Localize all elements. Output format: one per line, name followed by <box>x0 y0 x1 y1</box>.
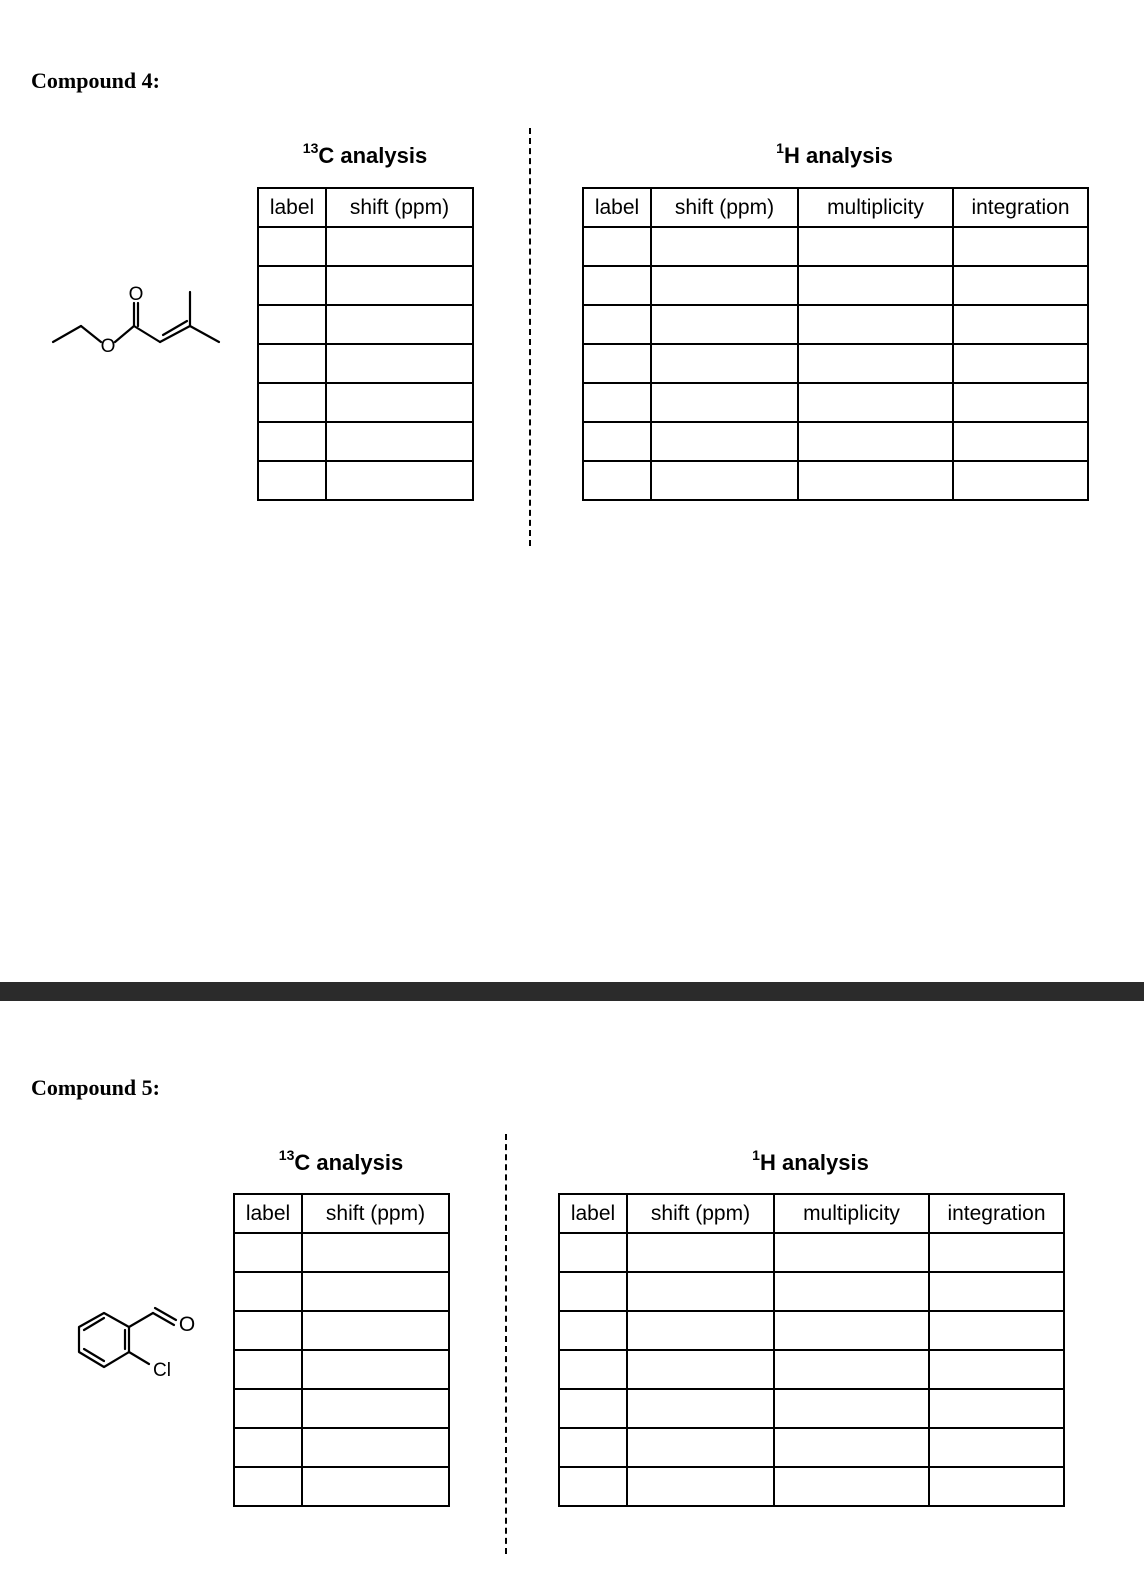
table-row <box>583 266 1088 305</box>
shift-cell[interactable] <box>627 1350 774 1389</box>
table-row <box>234 1428 449 1467</box>
table-row <box>234 1311 449 1350</box>
shift-cell[interactable] <box>627 1467 774 1506</box>
table-row <box>234 1233 449 1272</box>
multiplicity-cell[interactable] <box>798 227 953 266</box>
multiplicity-cell[interactable] <box>774 1428 929 1467</box>
section-divider <box>0 982 1144 1001</box>
table-header-row <box>234 1194 449 1233</box>
multiplicity-cell[interactable] <box>774 1233 929 1272</box>
shift-cell[interactable] <box>627 1233 774 1272</box>
label-cell[interactable] <box>583 461 651 500</box>
shift-cell[interactable] <box>302 1389 449 1428</box>
label-cell[interactable] <box>234 1467 302 1506</box>
column-header-shift: shift (ppm) <box>651 188 798 227</box>
integration-cell[interactable] <box>929 1233 1064 1272</box>
compound-4-title: Compound 4: <box>31 68 160 93</box>
label-cell[interactable] <box>583 383 651 422</box>
c13-analysis-table <box>257 187 474 501</box>
table-header-row <box>583 188 1088 227</box>
shift-cell[interactable] <box>627 1428 774 1467</box>
label-cell[interactable] <box>583 422 651 461</box>
h1-analysis-heading: $^1$H analysis <box>752 1147 869 1175</box>
table-row <box>583 461 1088 500</box>
shift-cell[interactable] <box>627 1272 774 1311</box>
c13-analysis-heading: $^{13}$C analysis <box>302 140 428 168</box>
table-row <box>258 305 473 344</box>
shift-cell[interactable] <box>326 461 473 500</box>
column-header-label: label <box>559 1194 627 1233</box>
label-cell[interactable] <box>258 266 326 305</box>
column-header-shift: shift (ppm) <box>326 188 473 227</box>
compound-4-structure <box>45 280 230 360</box>
table-row <box>583 305 1088 344</box>
multiplicity-cell[interactable] <box>798 266 953 305</box>
table-row <box>258 227 473 266</box>
integration-cell[interactable] <box>929 1428 1064 1467</box>
table-row <box>234 1350 449 1389</box>
table-row <box>559 1233 1064 1272</box>
table-header-row <box>559 1194 1064 1233</box>
integration-cell[interactable] <box>929 1467 1064 1506</box>
h1-analysis-table <box>558 1193 1065 1507</box>
shift-cell[interactable] <box>302 1350 449 1389</box>
multiplicity-cell[interactable] <box>798 422 953 461</box>
table-header-row <box>258 188 473 227</box>
table-row <box>258 383 473 422</box>
shift-cell[interactable] <box>651 266 798 305</box>
integration-cell[interactable] <box>953 266 1088 305</box>
label-cell[interactable] <box>559 1311 627 1350</box>
table-row <box>559 1428 1064 1467</box>
label-cell[interactable] <box>234 1311 302 1350</box>
atom-oxygen-label: O <box>178 1313 196 1336</box>
shift-cell[interactable] <box>302 1311 449 1350</box>
shift-cell[interactable] <box>651 305 798 344</box>
multiplicity-cell[interactable] <box>798 461 953 500</box>
column-header-multiplicity: multiplicity <box>798 188 953 227</box>
shift-cell[interactable] <box>651 227 798 266</box>
table-row <box>583 344 1088 383</box>
shift-cell[interactable] <box>651 344 798 383</box>
shift-cell[interactable] <box>326 227 473 266</box>
table-row <box>559 1467 1064 1506</box>
dashed-separator <box>505 1134 507 1554</box>
dashed-separator <box>529 128 531 546</box>
compound-5-title: Compound 5: <box>31 1075 160 1100</box>
integration-cell[interactable] <box>953 344 1088 383</box>
label-cell[interactable] <box>559 1467 627 1506</box>
label-cell[interactable] <box>234 1389 302 1428</box>
table-row <box>559 1350 1064 1389</box>
table-row <box>258 266 473 305</box>
shift-cell[interactable] <box>651 461 798 500</box>
label-cell[interactable] <box>583 266 651 305</box>
shift-cell[interactable] <box>326 383 473 422</box>
integration-cell[interactable] <box>953 383 1088 422</box>
multiplicity-cell[interactable] <box>774 1272 929 1311</box>
label-cell[interactable] <box>559 1233 627 1272</box>
label-cell[interactable] <box>258 344 326 383</box>
multiplicity-cell[interactable] <box>774 1389 929 1428</box>
table-row <box>559 1389 1064 1428</box>
label-cell[interactable] <box>234 1272 302 1311</box>
column-header-shift: shift (ppm) <box>302 1194 449 1233</box>
table-row <box>583 227 1088 266</box>
shift-cell[interactable] <box>326 266 473 305</box>
label-cell[interactable] <box>559 1350 627 1389</box>
column-header-multiplicity: multiplicity <box>774 1194 929 1233</box>
h1-analysis-table <box>582 187 1089 501</box>
h1-analysis-heading: $^1$H analysis <box>776 140 893 168</box>
column-header-label: label <box>583 188 651 227</box>
table-row <box>583 383 1088 422</box>
multiplicity-cell[interactable] <box>774 1311 929 1350</box>
table-row <box>234 1272 449 1311</box>
label-cell[interactable] <box>583 344 651 383</box>
shift-cell[interactable] <box>326 305 473 344</box>
label-cell[interactable] <box>583 305 651 344</box>
shift-cell[interactable] <box>302 1233 449 1272</box>
column-header-label: label <box>234 1194 302 1233</box>
label-cell[interactable] <box>258 422 326 461</box>
table-row <box>258 344 473 383</box>
multiplicity-cell[interactable] <box>798 344 953 383</box>
table-row <box>234 1389 449 1428</box>
table-row <box>234 1467 449 1506</box>
compound-5-structure <box>70 1296 200 1386</box>
integration-cell[interactable] <box>953 461 1088 500</box>
shift-cell[interactable] <box>302 1272 449 1311</box>
label-cell[interactable] <box>583 227 651 266</box>
c13-analysis-table <box>233 1193 450 1507</box>
table-row <box>583 422 1088 461</box>
shift-cell[interactable] <box>326 344 473 383</box>
table-row <box>258 422 473 461</box>
multiplicity-cell[interactable] <box>798 305 953 344</box>
shift-cell[interactable] <box>326 422 473 461</box>
label-cell[interactable] <box>559 1389 627 1428</box>
label-cell[interactable] <box>258 305 326 344</box>
atom-oxygen-label: O <box>100 336 116 357</box>
column-header-integration: integration <box>929 1194 1064 1233</box>
label-cell[interactable] <box>258 227 326 266</box>
integration-cell[interactable] <box>929 1272 1064 1311</box>
column-header-integration: integration <box>953 188 1088 227</box>
shift-cell[interactable] <box>627 1389 774 1428</box>
multiplicity-cell[interactable] <box>774 1467 929 1506</box>
c13-analysis-heading: $^{13}$C analysis <box>278 1147 404 1175</box>
atom-oxygen-label: O <box>128 284 144 305</box>
label-cell[interactable] <box>234 1350 302 1389</box>
label-cell[interactable] <box>258 461 326 500</box>
shift-cell[interactable] <box>302 1428 449 1467</box>
column-header-label: label <box>258 188 326 227</box>
label-cell[interactable] <box>234 1428 302 1467</box>
table-row <box>258 461 473 500</box>
column-header-shift: shift (ppm) <box>627 1194 774 1233</box>
table-row <box>559 1272 1064 1311</box>
table-row <box>559 1311 1064 1350</box>
integration-cell[interactable] <box>953 422 1088 461</box>
integration-cell[interactable] <box>953 305 1088 344</box>
shift-cell[interactable] <box>627 1311 774 1350</box>
integration-cell[interactable] <box>953 227 1088 266</box>
label-cell[interactable] <box>559 1272 627 1311</box>
shift-cell[interactable] <box>651 383 798 422</box>
shift-cell[interactable] <box>302 1467 449 1506</box>
integration-cell[interactable] <box>929 1350 1064 1389</box>
multiplicity-cell[interactable] <box>798 383 953 422</box>
label-cell[interactable] <box>559 1428 627 1467</box>
integration-cell[interactable] <box>929 1311 1064 1350</box>
label-cell[interactable] <box>258 383 326 422</box>
label-cell[interactable] <box>234 1233 302 1272</box>
atom-chlorine-label: Cl <box>153 1360 171 1381</box>
multiplicity-cell[interactable] <box>774 1350 929 1389</box>
integration-cell[interactable] <box>929 1389 1064 1428</box>
shift-cell[interactable] <box>651 422 798 461</box>
